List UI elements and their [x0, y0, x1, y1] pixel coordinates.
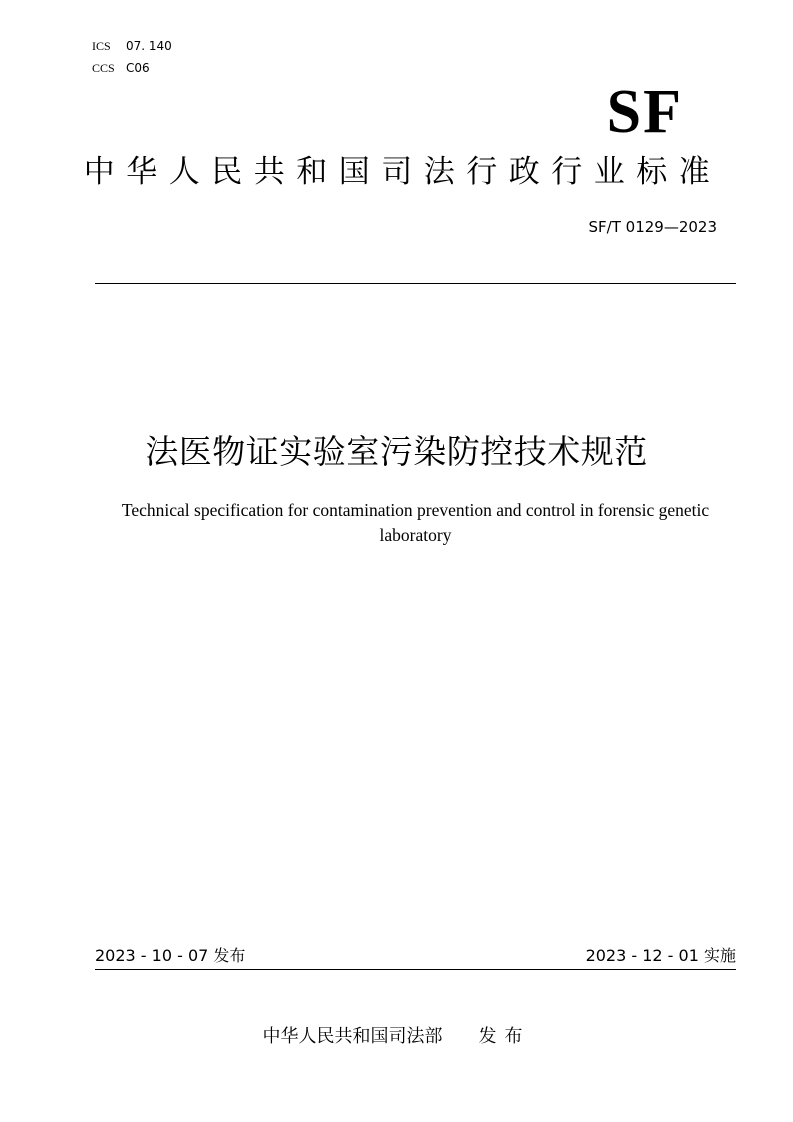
issuing-authority: [0, 1025, 793, 1049]
document-title-zh: 法医物证实验室污染防控技术规范: [145, 432, 648, 471]
ccs-classification: [92, 61, 150, 75]
implementation-date: [586, 946, 736, 966]
header-divider: [95, 283, 736, 284]
standard-number: SF/T 0129—2023: [588, 218, 717, 236]
ccs-code: C06: [126, 61, 150, 75]
document-title-en: Technical specification for contamination prevention and control in forensic genetic laboratory: [121, 500, 710, 545]
issue-date: [95, 946, 245, 966]
issuer-action: 发布: [478, 1026, 531, 1047]
issue-label: 发布: [213, 946, 246, 965]
footer-divider: [95, 969, 736, 970]
sf-logo: SF: [606, 78, 683, 146]
issuer-org: 中华人民共和国司法部: [262, 1026, 443, 1047]
implementation-date-value: 2023 - 12 - 01: [585, 946, 699, 965]
issue-date-value: 2023 - 10 - 07: [95, 946, 209, 965]
ccs-label: CCS: [92, 61, 115, 75]
ics-code: 07. 140: [126, 39, 172, 53]
ics-classification: [92, 39, 172, 53]
standard-category: 中华人民共和国司法行政行业标准: [83, 154, 722, 190]
ics-label: ICS: [92, 39, 111, 53]
implementation-label: 实施: [703, 946, 736, 965]
